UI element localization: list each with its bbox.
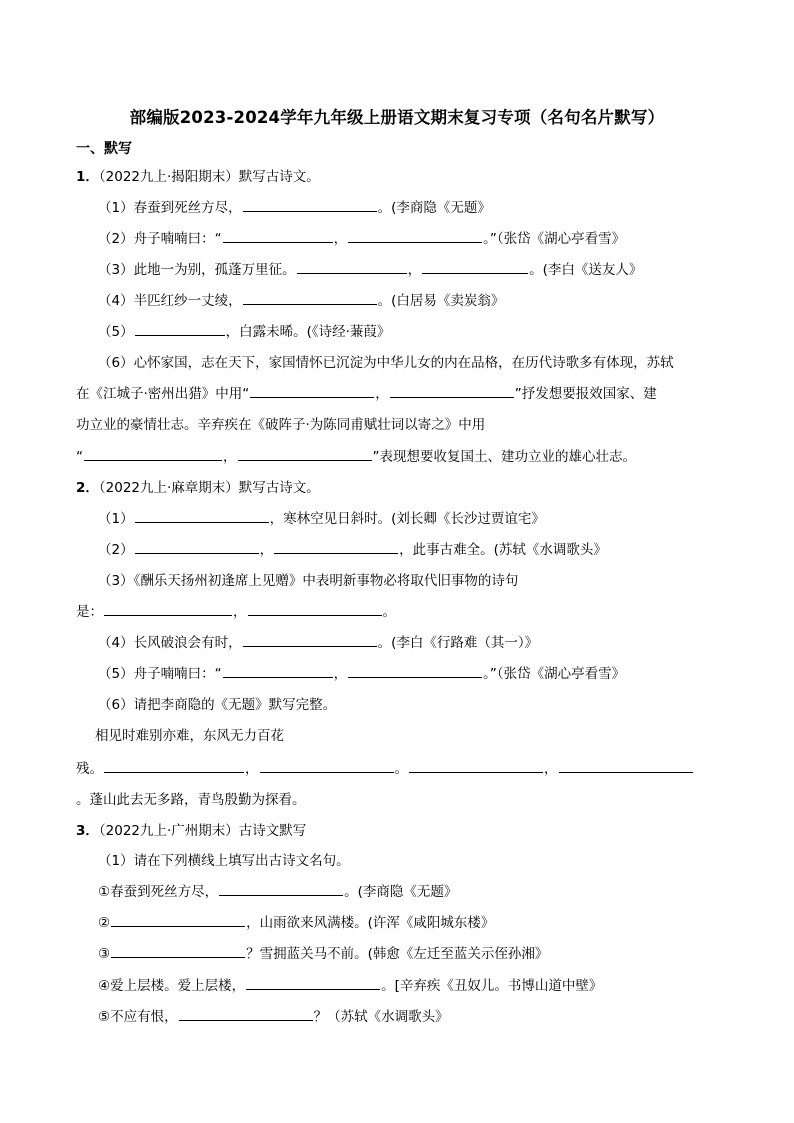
q1-item-6-line-3 bbox=[76, 414, 728, 436]
q2-item-6-line-2 bbox=[76, 725, 728, 747]
page-title: 部编版2023-2024学年九年级上册语文期末复习专项（名句名片默写） bbox=[129, 108, 665, 127]
answer-blank[interactable] bbox=[559, 758, 693, 773]
answer-blank[interactable] bbox=[248, 601, 382, 616]
text: 是： bbox=[76, 604, 103, 620]
q3-item-5 bbox=[76, 1006, 728, 1028]
q2-item-3 bbox=[76, 570, 728, 592]
answer-blank[interactable] bbox=[348, 663, 482, 678]
answer-blank[interactable] bbox=[104, 601, 232, 616]
section-heading: 一、默写 bbox=[76, 141, 132, 157]
text: 。 bbox=[382, 604, 396, 620]
text: （3）此地一为别，孤蓬万里征。 bbox=[98, 262, 296, 278]
question-number: 2． bbox=[76, 480, 99, 496]
text: 。(李白《送友人》 bbox=[529, 262, 643, 278]
text: ”抒发想要报效国家、建 bbox=[514, 386, 657, 402]
text: ， bbox=[245, 761, 259, 777]
question-2-header bbox=[76, 477, 728, 499]
answer-blank[interactable] bbox=[274, 539, 398, 554]
text: ，此事古难全。(苏轼《水调歌头》 bbox=[399, 542, 607, 558]
question-source: （2022九上·麻章期末）默写古诗文。 bbox=[98, 480, 320, 496]
answer-blank[interactable] bbox=[84, 446, 222, 461]
text: 相见时难别亦难，东风无力百花 bbox=[95, 728, 284, 744]
text: 残。 bbox=[76, 761, 103, 777]
answer-blank[interactable] bbox=[243, 290, 377, 305]
text: ？雪拥蓝关马不前。(韩愈《左迁至蓝关示侄孙湘》 bbox=[246, 946, 549, 962]
q3-instruction bbox=[76, 850, 728, 872]
answer-blank[interactable] bbox=[219, 881, 343, 896]
question-1-header bbox=[76, 166, 728, 188]
answer-blank[interactable] bbox=[243, 197, 377, 212]
question-number: 1． bbox=[76, 169, 99, 185]
text: ， bbox=[375, 386, 389, 402]
q1-item-6-line-2 bbox=[76, 383, 728, 405]
answer-blank[interactable] bbox=[223, 228, 333, 243]
answer-blank[interactable] bbox=[297, 259, 407, 274]
answer-blank[interactable] bbox=[111, 912, 245, 927]
q2-item-1 bbox=[76, 508, 728, 530]
text: ，山雨欲来风满楼。(许浑《咸阳城东楼》 bbox=[246, 915, 495, 931]
text: （5）舟子喃喃曰：“ bbox=[98, 666, 222, 682]
q2-item-6-line-3 bbox=[76, 758, 728, 780]
q1-item-1 bbox=[76, 197, 728, 219]
answer-blank[interactable] bbox=[246, 975, 380, 990]
answer-blank[interactable] bbox=[409, 758, 543, 773]
q2-item-6 bbox=[76, 694, 728, 716]
text: ， bbox=[223, 449, 237, 465]
text: ，寒林空见日斜时。(刘长卿《长沙过贾谊宅》 bbox=[269, 511, 545, 527]
text: ⑤不应有恨， bbox=[98, 1009, 178, 1025]
text: （4）长风破浪会有时， bbox=[98, 635, 242, 651]
q2-item-2 bbox=[76, 539, 728, 561]
q1-item-2 bbox=[76, 228, 728, 250]
text: ？（苏轼《水调歌头》 bbox=[313, 1009, 449, 1025]
text: ， bbox=[233, 604, 247, 620]
text: 。 bbox=[394, 761, 408, 777]
answer-blank[interactable] bbox=[250, 383, 374, 398]
text: 。(李商隐《无题》 bbox=[377, 200, 491, 216]
text: “ bbox=[76, 449, 83, 465]
text: （6）请把李商隐的《无题》默写完整。 bbox=[98, 697, 337, 713]
q2-item-4 bbox=[76, 632, 728, 654]
text: 。(白居易《卖炭翁》 bbox=[377, 293, 505, 309]
text: ③ bbox=[98, 946, 111, 962]
q1-item-4 bbox=[76, 290, 728, 312]
q1-item-6-line-4 bbox=[76, 446, 728, 468]
text: ， bbox=[333, 231, 348, 247]
answer-blank[interactable] bbox=[135, 539, 259, 554]
answer-blank[interactable] bbox=[104, 758, 244, 773]
q2-item-6-line-4 bbox=[76, 789, 728, 811]
answer-blank[interactable] bbox=[223, 663, 333, 678]
q3-item-3 bbox=[76, 943, 728, 965]
q3-item-1 bbox=[76, 881, 728, 903]
q2-item-5 bbox=[76, 663, 728, 685]
text: （1）春蚕到死丝方尽， bbox=[98, 200, 242, 216]
text: 。”（张岱《湖心亭看雪》 bbox=[483, 231, 626, 247]
answer-blank[interactable] bbox=[390, 383, 514, 398]
text: 功立业的豪情壮志。辛弃疾在《破阵子·为陈同甫赋壮词以寄之》中用 bbox=[76, 417, 486, 433]
text: 。[辛弃疾《丑奴儿。书博山道中壁》 bbox=[381, 978, 603, 994]
text: （3）《酬乐天扬州初逢席上见赠》中表明新事物必将取代旧事物的诗句 bbox=[98, 573, 519, 589]
text: ，白露未晞。(《诗经·蒹葭》 bbox=[225, 324, 391, 340]
text: ”表现想要收复国土、建功立业的雄心壮志。 bbox=[372, 449, 636, 465]
text: 。蓬山此去无多路，青鸟殷勤为探看。 bbox=[76, 792, 306, 808]
answer-blank[interactable] bbox=[179, 1006, 313, 1021]
q1-item-6 bbox=[76, 352, 728, 374]
text: ①春蚕到死丝方尽， bbox=[98, 884, 219, 900]
text: （2） bbox=[98, 542, 134, 558]
text: 。”（张岱《湖心亭看雪》 bbox=[483, 666, 626, 682]
answer-blank[interactable] bbox=[135, 321, 225, 336]
question-source: （2022九上·揭阳期末）默写古诗文。 bbox=[98, 169, 320, 185]
text: （4）半匹红纱一丈绫， bbox=[98, 293, 242, 309]
text: （2）舟子喃喃曰：“ bbox=[98, 231, 222, 247]
text: ④爱上层楼。爱上层楼， bbox=[98, 978, 246, 994]
answer-blank[interactable] bbox=[135, 508, 269, 523]
text: ② bbox=[98, 915, 111, 931]
q2-item-3-line-2 bbox=[76, 601, 728, 623]
q1-item-3 bbox=[76, 259, 728, 281]
q1-item-5 bbox=[76, 321, 728, 343]
q3-item-2 bbox=[76, 912, 728, 934]
answer-blank[interactable] bbox=[111, 943, 245, 958]
answer-blank[interactable] bbox=[243, 632, 377, 647]
text: 在《江城子·密州出猎》中用“ bbox=[76, 386, 250, 402]
text: ， bbox=[259, 542, 274, 558]
answer-blank[interactable] bbox=[348, 228, 482, 243]
text: ， bbox=[544, 761, 558, 777]
text: ， bbox=[333, 666, 348, 682]
question-number: 3． bbox=[76, 823, 99, 839]
text: 。(李商隐《无题》 bbox=[344, 884, 458, 900]
question-source: （2022九上·广州期末）古诗文默写 bbox=[98, 823, 307, 839]
text: 。(李白《行路难（其一）》 bbox=[377, 635, 539, 651]
answer-blank[interactable] bbox=[238, 446, 372, 461]
text: （1） bbox=[98, 511, 134, 527]
answer-blank[interactable] bbox=[260, 758, 394, 773]
text: （5） bbox=[98, 324, 134, 340]
text: （1）请在下列横线上填写出古诗文名句。 bbox=[98, 853, 350, 869]
question-3-header bbox=[76, 820, 728, 842]
answer-blank[interactable] bbox=[422, 259, 528, 274]
text: （6）心怀家国，志在天下，家国情怀已沉淀为中华儿女的内在品格，在历代诗歌多有体现，苏轼 bbox=[98, 355, 674, 371]
q3-item-4 bbox=[76, 975, 728, 997]
text: ， bbox=[407, 262, 422, 278]
